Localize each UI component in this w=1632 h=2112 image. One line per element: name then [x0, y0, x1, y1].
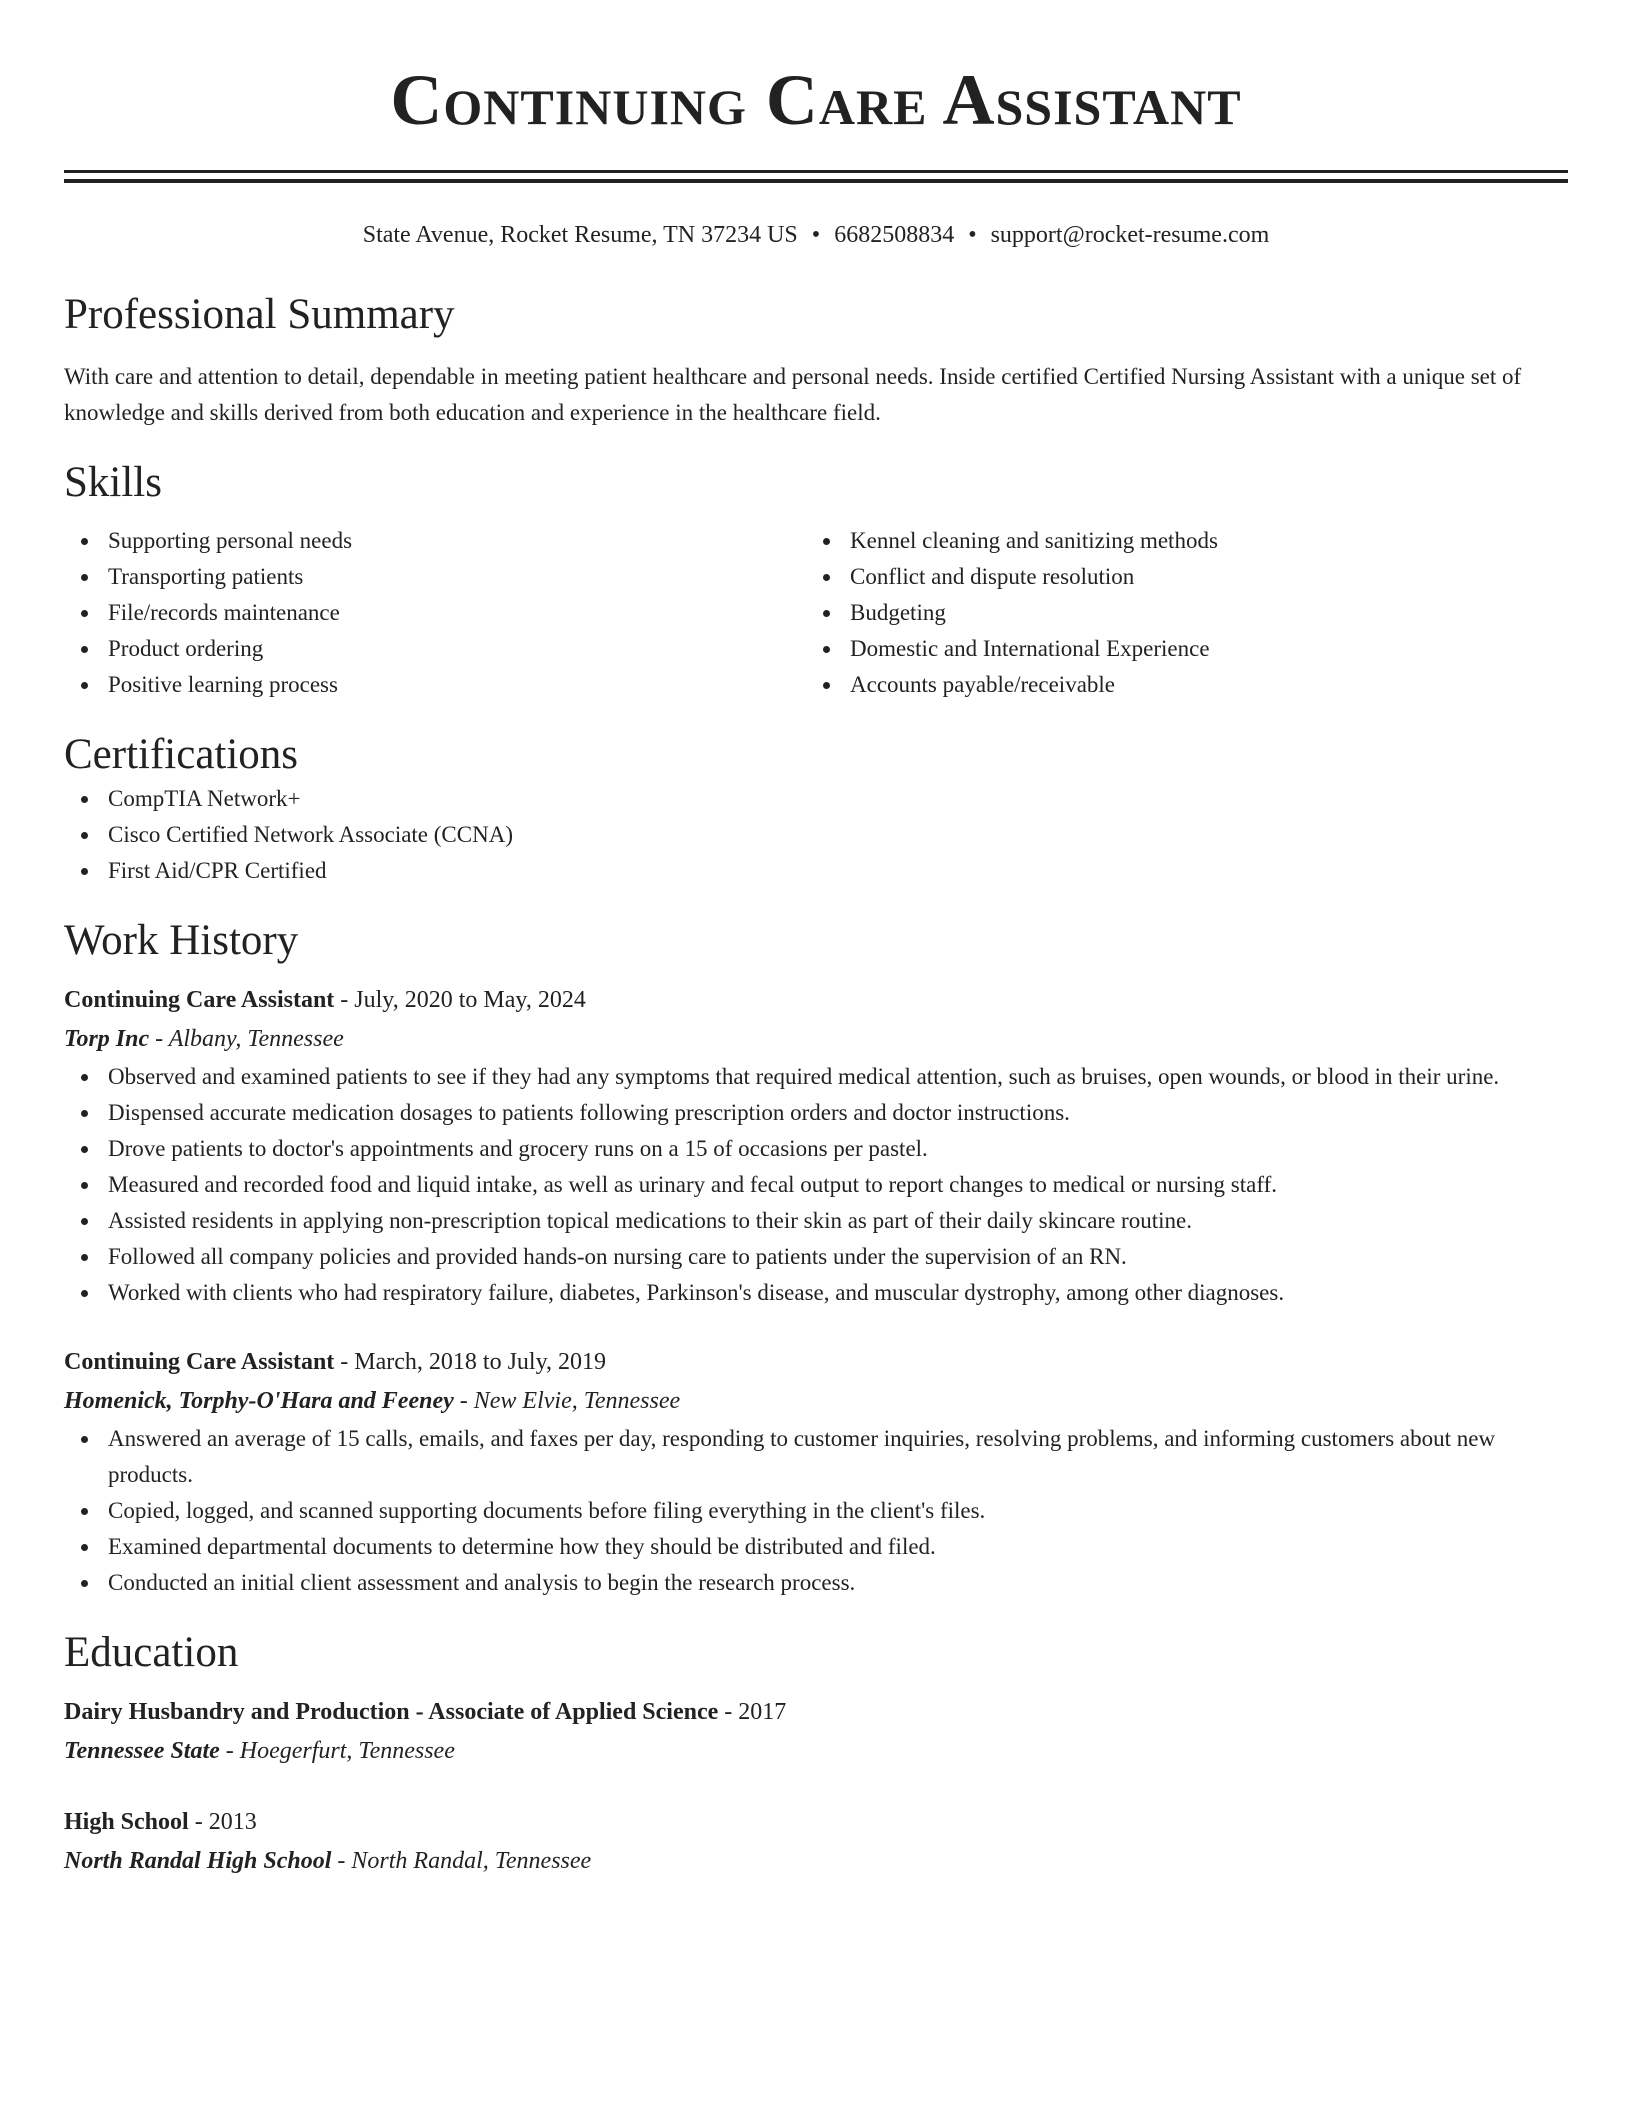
contact-separator: • — [811, 222, 821, 248]
header-rule-top — [64, 170, 1568, 173]
certifications-heading: Certifications — [64, 731, 299, 778]
job-role: Continuing Care Assistant — [64, 987, 335, 1013]
certification-item: CompTIA Network+ — [64, 781, 1568, 817]
job-duty-item: Copied, logged, and scanned supporting documents before filing everything in the client's files. — [64, 1493, 1568, 1529]
education-location: - Hoegerfurt, Tennessee — [219, 1738, 455, 1764]
job-duty-item: Assisted residents in applying non-prescription topical medications to their skin as part of their daily skincare routine. — [64, 1203, 1568, 1239]
education-year: - 2013 — [188, 1809, 257, 1835]
skill-item: Domestic and International Experience — [806, 631, 1548, 667]
contact-separator: • — [968, 222, 977, 248]
contact-email: support@rocket-resume.com — [990, 222, 1270, 248]
skills-grid — [64, 523, 1568, 703]
job-entry — [64, 981, 1568, 1311]
certification-item: First Aid/CPR Certified — [64, 853, 1568, 889]
certifications-list — [64, 781, 1568, 889]
skills-list-left — [64, 523, 806, 703]
job-company: Torp Inc — [64, 1026, 150, 1052]
education-heading-line — [64, 1803, 1568, 1841]
education-entry — [64, 1693, 1568, 1771]
skill-item: Conflict and dispute resolution — [806, 559, 1548, 595]
job-dates: - July, 2020 to May, 2024 — [334, 987, 586, 1013]
certification-item: Cisco Certified Network Associate (CCNA) — [64, 817, 1568, 853]
skill-item: File/records maintenance — [64, 595, 806, 631]
job-duty-item: Worked with clients who had respiratory failure, diabetes, Parkinson's disease, and muscular dystrophy, among other diagnoses. — [64, 1275, 1568, 1311]
education-location: - North Randal, Tennessee — [331, 1848, 592, 1874]
job-duty-item: Followed all company policies and provided hands-on nursing care to patients under the supervision of an RN. — [64, 1239, 1568, 1275]
skill-item: Product ordering — [64, 631, 806, 667]
education-degree: High School — [64, 1809, 189, 1835]
education-school: North Randal High School — [64, 1848, 332, 1874]
contact-address: State Avenue, Rocket Resume, TN 37234 US — [362, 222, 798, 248]
skill-item: Positive learning process — [64, 667, 806, 703]
job-company: Homenick, Torphy-O'Hara and Feeney — [64, 1388, 454, 1414]
job-heading — [64, 1343, 1568, 1381]
summary-text: With care and attention to detail, dependable in meeting patient healthcare and personal needs. Inside certified Certified Nursing Assistant with a unique set of knowledge and skills derived from both education and experience in the healthcare field. — [64, 364, 1522, 425]
job-duty-item: Drove patients to doctor's appointments and grocery runs on a 15 of occasions per pastel. — [64, 1131, 1568, 1167]
resume-name: Continuing Care Assistant — [390, 60, 1242, 140]
job-duty-item: Measured and recorded food and liquid intake, as well as urinary and fecal output to report changes to medical or nursing staff. — [64, 1167, 1568, 1203]
education-heading-line — [64, 1693, 1568, 1731]
education-school-line — [64, 1731, 1568, 1771]
header-rule-bottom — [64, 179, 1568, 183]
contact-phone: 6682508834 — [834, 222, 955, 248]
education-school-line — [64, 1841, 1568, 1881]
job-employer — [64, 1019, 1568, 1059]
skill-item: Kennel cleaning and sanitizing methods — [806, 523, 1548, 559]
work-history-heading: Work History — [64, 917, 299, 964]
job-duty-item: Conducted an initial client assessment and analysis to begin the research process. — [64, 1565, 1568, 1601]
job-duty-item: Answered an average of 15 calls, emails, and faxes per day, responding to customer inquiries, resolving problems, and informing customers about new products. — [64, 1421, 1568, 1493]
job-employer — [64, 1381, 1568, 1421]
job-entry — [64, 1343, 1568, 1601]
education-entry — [64, 1803, 1568, 1881]
job-duties-list — [64, 1059, 1568, 1311]
job-location: - Albany, Tennessee — [149, 1026, 344, 1052]
summary-heading: Professional Summary — [64, 291, 455, 338]
skills-column-left — [64, 523, 806, 703]
contact-line — [64, 219, 1568, 251]
job-heading — [64, 981, 1568, 1019]
skills-heading: Skills — [64, 459, 162, 506]
skill-item: Transporting patients — [64, 559, 806, 595]
education-school: Tennessee State — [64, 1738, 220, 1764]
job-duty-item: Examined departmental documents to determine how they should be distributed and filed. — [64, 1529, 1568, 1565]
job-duty-item: Dispensed accurate medication dosages to patients following prescription orders and doctor instructions. — [64, 1095, 1568, 1131]
job-duty-item: Observed and examined patients to see if they had any symptoms that required medical attention, such as bruises, open wounds, or blood in their urine. — [64, 1059, 1568, 1095]
skill-item: Supporting personal needs — [64, 523, 806, 559]
job-role: Continuing Care Assistant — [64, 1349, 335, 1375]
education-year: - 2017 — [718, 1699, 787, 1725]
skills-column-right — [806, 523, 1548, 703]
job-location: - New Elvie, Tennessee — [453, 1388, 681, 1414]
skill-item: Accounts payable/receivable — [806, 667, 1548, 703]
skills-list-right — [806, 523, 1548, 703]
skill-item: Budgeting — [806, 595, 1548, 631]
education-degree: Dairy Husbandry and Production - Associate of Applied Science — [64, 1699, 719, 1725]
education-heading: Education — [64, 1629, 239, 1676]
job-dates: - March, 2018 to July, 2019 — [334, 1349, 607, 1375]
job-duties-list — [64, 1421, 1568, 1601]
